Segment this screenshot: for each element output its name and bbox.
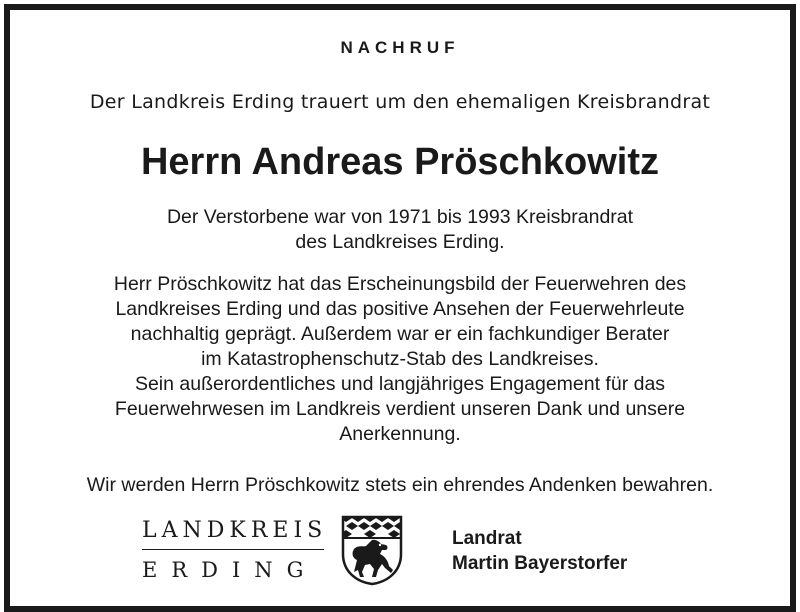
signature-title: Landrat (452, 528, 522, 549)
tribute-paragraph (0, 272, 800, 447)
heading: NACHRUF (340, 38, 460, 57)
paragraph-line: Landkreises Erding und das positive Ansehen der Feuerwehrleute (115, 298, 685, 320)
closing-text: Wir werden Herrn Pröschkowitz stets ein ehrendes Andenken bewahren. (86, 474, 714, 496)
paragraph-line: im Katastrophenschutz-Stab des Landkreises. (201, 348, 599, 370)
paragraph-line: Feuerwehrwesen im Landkreis verdient unseren Dank und unsere (114, 398, 686, 420)
signature-block (452, 526, 627, 576)
paragraph-line: nachhaltig geprägt. Außerdem war er ein fachkundiger Berater (130, 323, 670, 345)
logo-line-erding: ERDING (142, 558, 318, 582)
logo-line-landkreis: LANDKREIS (142, 518, 324, 550)
paragraph-line: Der Verstorbene war von 1971 bis 1993 Kreisbrandrat (166, 206, 634, 228)
signature-name: Martin Bayerstorfer (452, 553, 628, 574)
paragraph-line: Sein außerordentliches und langjähriges Engagement für das (134, 373, 666, 395)
deceased-name: Herrn Andreas Pröschkowitz (140, 141, 660, 183)
service-paragraph (0, 205, 800, 255)
landkreis-erding-logo (142, 518, 328, 582)
paragraph-line: des Landkreises Erding. (295, 231, 505, 253)
paragraph-line: Anerkennung. (339, 423, 461, 445)
paragraph-line: Herr Pröschkowitz hat das Erscheinungsbild der Feuerwehren des (113, 273, 687, 295)
intro-text: Der Landkreis Erding trauert um den ehemaligen Kreisbrandrat (89, 91, 711, 113)
coat-of-arms-icon (340, 514, 404, 586)
